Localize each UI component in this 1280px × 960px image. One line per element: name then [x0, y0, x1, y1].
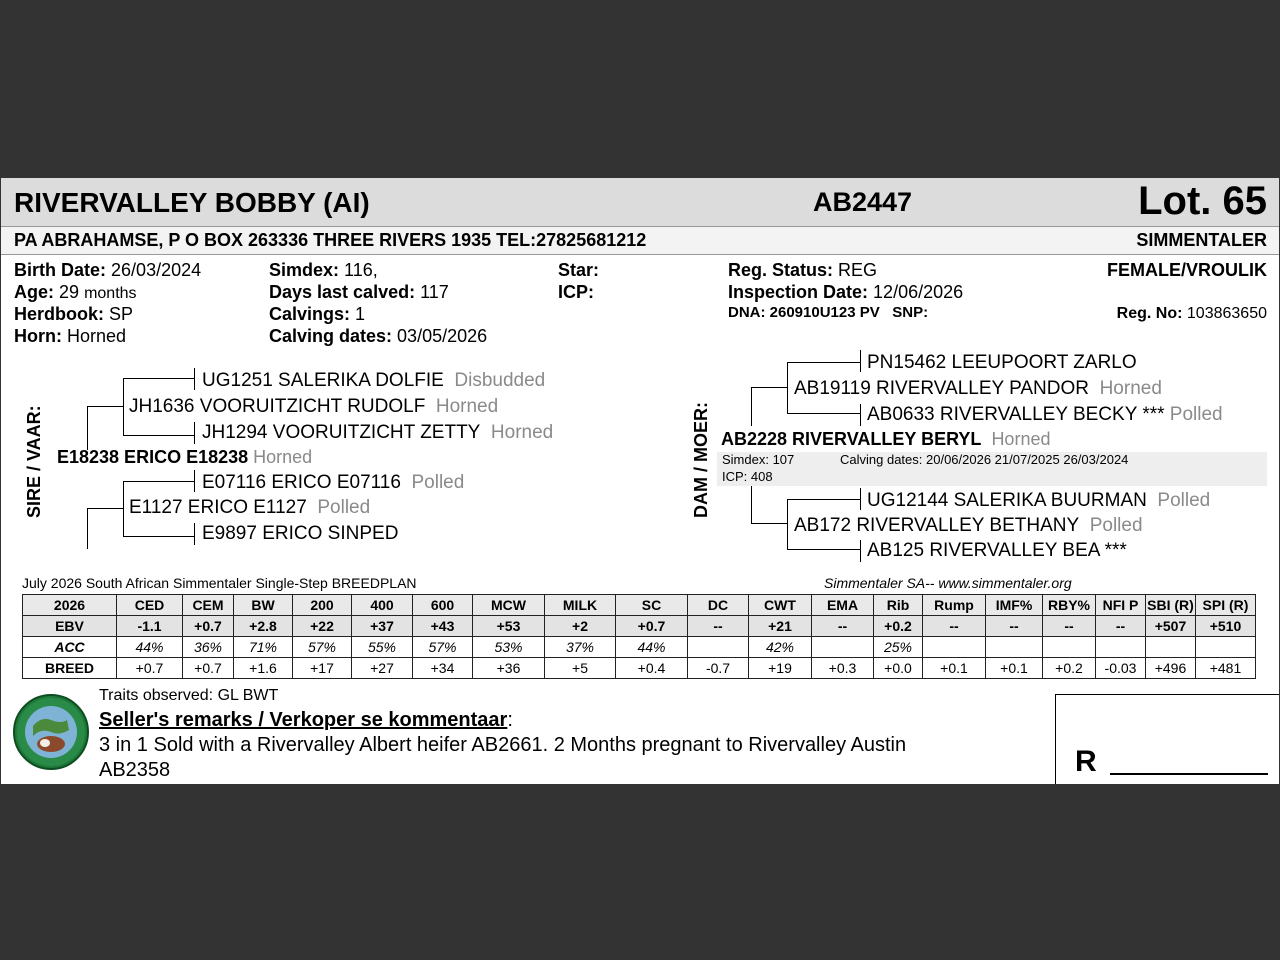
traits-observed: Traits observed: GL BWT — [99, 687, 279, 704]
breedplan-cell-breed: +0.3 — [812, 658, 874, 679]
sire-sire-dam: JH1294 VOORUITZICHT ZETTY Horned — [202, 422, 554, 443]
breedplan-cell-header: NFI P — [1096, 595, 1146, 616]
breedplan-cell-ebv: +2.8 — [234, 616, 293, 637]
sire-sire-sire: UG1251 SALERIKA DOLFIE Disbudded — [202, 370, 546, 391]
dam-dam-dam: AB125 RIVERVALLEY BEA *** — [867, 540, 1127, 561]
dam-connector — [787, 549, 861, 550]
breedplan-cell-acc: 44% — [616, 637, 688, 658]
breedplan-cell-breed: +0.1 — [986, 658, 1043, 679]
dam-connector — [787, 413, 861, 414]
dam-connector — [787, 499, 861, 500]
logo-globe-icon — [15, 696, 87, 768]
breedplan-cell-acc: 44% — [117, 637, 183, 658]
dam-calving-dates: Calving dates: 20/06/2026 21/07/2025 26/03/2024 — [840, 452, 1129, 467]
breedplan-cell-breed: +19 — [749, 658, 812, 679]
lot-card — [1, 178, 1279, 784]
price-box — [1055, 694, 1279, 784]
sire-connector — [194, 523, 195, 545]
horn-row: Horn: Horned — [14, 326, 127, 346]
breedplan-cell-breed: +0.7 — [117, 658, 183, 679]
breedplan-cell-ebv: +0.7 — [183, 616, 234, 637]
breedplan-breed-avg-row — [23, 658, 1256, 679]
breedplan-cell-ebv: -- — [1043, 616, 1096, 637]
breedplan-acc-row — [23, 637, 1256, 658]
calvings-row: Calvings: 1 — [269, 304, 366, 324]
calving-dates-row: Calving dates: 03/05/2026 — [269, 326, 488, 346]
breedplan-cell-ebv: EBV — [23, 616, 117, 637]
star-label: Star: — [558, 260, 600, 280]
breedplan-cell-header: MCW — [473, 595, 545, 616]
breedplan-cell-breed: +0.2 — [1043, 658, 1096, 679]
simmentaler-logo — [13, 694, 89, 770]
breedplan-ebv-row — [23, 616, 1256, 637]
breedplan-cell-acc — [1096, 637, 1146, 658]
breedplan-cell-breed: +1.6 — [234, 658, 293, 679]
breedplan-cell-acc — [1043, 637, 1096, 658]
breedplan-cell-header: CWT — [749, 595, 812, 616]
sire-connector — [194, 470, 195, 492]
simdex-row: Simdex: 116, — [269, 260, 378, 280]
breedplan-cell-ebv: +21 — [749, 616, 812, 637]
breedplan-cell-breed: +0.7 — [183, 658, 234, 679]
breedplan-cell-acc: 57% — [413, 637, 473, 658]
days-last-calved-row: Days last calved: 117 — [269, 282, 449, 302]
dam-simdex: Simdex: 107 — [722, 452, 795, 467]
breedplan-cell-breed: +0.0 — [874, 658, 923, 679]
dam-connector — [751, 387, 752, 426]
breedplan-cell-breed: +0.1 — [923, 658, 986, 679]
dna-row: DNA: 260910U123 PV SNP: — [728, 304, 929, 321]
dam-connector — [860, 488, 861, 510]
dam-dam-sire: UG12144 SALERIKA BUURMAN Polled — [867, 490, 1211, 511]
breedplan-cell-ebv: -- — [812, 616, 874, 637]
breedplan-cell-header: CEM — [183, 595, 234, 616]
lot-number: Lot. 65 — [1138, 179, 1267, 223]
breedplan-cell-acc — [688, 637, 749, 658]
sire-dam-dam: E9897 ERICO SINPED — [202, 523, 399, 544]
breedplan-cell-header: SC — [616, 595, 688, 616]
breedplan-cell-acc: 36% — [183, 637, 234, 658]
breedplan-cell-breed: +36 — [473, 658, 545, 679]
sire-connector — [123, 481, 195, 482]
breedplan-cell-ebv: +22 — [293, 616, 352, 637]
breedplan-cell-ebv: +0.2 — [874, 616, 923, 637]
breedplan-header-row — [23, 595, 1256, 616]
breedplan-cell-breed: BREED — [23, 658, 117, 679]
breedplan-cell-breed: +17 — [293, 658, 352, 679]
breedplan-cell-ebv: -1.1 — [117, 616, 183, 637]
breedplan-cell-ebv: -- — [986, 616, 1043, 637]
sire-side-label: SIRE / VAAR: — [24, 405, 44, 518]
breedplan-cell-acc — [923, 637, 986, 658]
owner-info: PA ABRAHAMSE, P O BOX 263336 THREE RIVERS 1935 TEL:27825681212 — [14, 230, 647, 250]
breedplan-cell-ebv: +53 — [473, 616, 545, 637]
breedplan-cell-header: 600 — [413, 595, 473, 616]
sire-connector — [87, 406, 123, 407]
dam-connector — [860, 540, 861, 562]
dam-connector — [751, 387, 787, 388]
dam-sire-sire: PN15462 LEEUPOORT ZARLO — [867, 352, 1137, 373]
breedplan-cell-breed: -0.7 — [688, 658, 749, 679]
breedplan-cell-ebv: +510 — [1196, 616, 1256, 637]
sire-connector — [87, 508, 88, 549]
breedplan-website: Simmentaler SA-- www.simmentaler.org — [824, 575, 1072, 591]
breedplan-cell-acc: 57% — [293, 637, 352, 658]
dam-dam: AB172 RIVERVALLEY BETHANY Polled — [794, 515, 1143, 536]
breedplan-cell-header: RBY% — [1043, 595, 1096, 616]
dam-connector — [787, 499, 788, 550]
sire-main: E18238 ERICO E18238 Horned — [57, 447, 313, 467]
breedplan-cell-acc: 55% — [352, 637, 413, 658]
inspection-date-row: Inspection Date: 12/06/2026 — [728, 282, 964, 302]
sire-connector — [123, 378, 195, 379]
breedplan-cell-breed: +0.4 — [616, 658, 688, 679]
breedplan-cell-header: IMF% — [986, 595, 1043, 616]
price-input-line[interactable] — [1110, 773, 1268, 775]
breedplan-cell-acc: 42% — [749, 637, 812, 658]
title-bar — [1, 178, 1279, 227]
breedplan-cell-acc: 71% — [234, 637, 293, 658]
owner-bar — [1, 227, 1279, 255]
breedplan-cell-ebv: +37 — [352, 616, 413, 637]
breedplan-cell-ebv: +507 — [1146, 616, 1196, 637]
dam-connector — [751, 486, 752, 524]
breedplan-cell-acc: ACC — [23, 637, 117, 658]
sire-dam: E1127 ERICO E1127 Polled — [129, 497, 371, 518]
breedplan-cell-header: Rib — [874, 595, 923, 616]
dam-side-label: DAM / MOER: — [691, 402, 711, 518]
breedplan-cell-ebv: +43 — [413, 616, 473, 637]
sire-connector — [194, 422, 195, 444]
breedplan-cell-ebv: +2 — [545, 616, 616, 637]
sire-connector — [123, 435, 195, 436]
breedplan-cell-breed: +27 — [352, 658, 413, 679]
reg-status-row: Reg. Status: REG — [728, 260, 878, 280]
dam-connector — [860, 404, 861, 426]
breedplan-cell-acc: 37% — [545, 637, 616, 658]
sire-dam-sire: E07116 ERICO E07116 Polled — [202, 472, 465, 493]
dam-connector — [860, 350, 861, 372]
dam-connector — [787, 362, 861, 363]
breedplan-table — [22, 594, 1256, 679]
animal-name: RIVERVALLEY BOBBY (AI) — [14, 187, 370, 218]
breedplan-cell-header: 400 — [352, 595, 413, 616]
breedplan-cell-breed: +34 — [413, 658, 473, 679]
breedplan-cell-breed: +496 — [1146, 658, 1196, 679]
breedplan-cell-ebv: -- — [1096, 616, 1146, 637]
breedplan-cell-header: BW — [234, 595, 293, 616]
sire-connector — [123, 536, 195, 537]
breedplan-cell-header: SPI (R) — [1196, 595, 1256, 616]
sex-label: FEMALE/VROULIK — [1107, 260, 1267, 280]
sire-connector — [123, 378, 124, 436]
sire-connector — [87, 508, 123, 509]
sire-connector — [123, 481, 124, 537]
remarks-title-row: Seller's remarks / Verkoper se kommentaar: — [99, 709, 513, 731]
breedplan-cell-header: CED — [117, 595, 183, 616]
reg-no-row: Reg. No: 103863650 — [1116, 305, 1267, 322]
herdbook-row: Herdbook: SP — [14, 304, 134, 324]
breedplan-cell-header: EMA — [812, 595, 874, 616]
dam-sire-dam: AB0633 RIVERVALLEY BECKY *** Polled — [867, 404, 1223, 425]
price-currency-label: R — [1075, 745, 1097, 778]
remarks-line-2: AB2358 — [99, 759, 171, 781]
breedplan-cell-acc — [986, 637, 1043, 658]
dam-icp: ICP: 408 — [722, 469, 773, 484]
breedplan-cell-ebv: -- — [923, 616, 986, 637]
icp-label: ICP: — [558, 282, 594, 302]
remarks-line-1: 3 in 1 Sold with a Rivervalley Albert heifer AB2661. 2 Months pregnant to Rivervalley Austin — [99, 734, 907, 756]
breedplan-cell-acc: 53% — [473, 637, 545, 658]
animal-id: AB2447 — [813, 187, 913, 217]
breedplan-cell-ebv: -- — [688, 616, 749, 637]
breedplan-cell-ebv: +0.7 — [616, 616, 688, 637]
breedplan-cell-header: Rump — [923, 595, 986, 616]
breedplan-cell-header: 2026 — [23, 595, 117, 616]
birth-date-row: Birth Date: 26/03/2024 — [14, 260, 202, 280]
breedplan-cell-acc — [1196, 637, 1256, 658]
breedplan-cell-acc — [812, 637, 874, 658]
breedplan-cell-header: SBI (R) — [1146, 595, 1196, 616]
breedplan-cell-breed: +481 — [1196, 658, 1256, 679]
breedplan-caption: July 2026 South African Simmentaler Single-Step BREEDPLAN — [22, 575, 417, 591]
breedplan-cell-header: MILK — [545, 595, 616, 616]
dam-connector — [751, 523, 787, 524]
breedplan-cell-header: 200 — [293, 595, 352, 616]
dam-main: AB2228 RIVERVALLEY BERYL Horned — [721, 429, 1051, 449]
breedplan-cell-acc: 25% — [874, 637, 923, 658]
breedplan-cell-header: DC — [688, 595, 749, 616]
dam-connector — [787, 362, 788, 414]
sire-connector — [87, 406, 88, 450]
dam-sire: AB19119 RIVERVALLEY PANDOR Horned — [794, 378, 1162, 399]
breed-name: SIMMENTALER — [1136, 230, 1267, 250]
sire-connector — [194, 368, 195, 390]
breedplan-cell-acc — [1146, 637, 1196, 658]
breedplan-cell-breed: -0.03 — [1096, 658, 1146, 679]
sire-sire: JH1636 VOORUITZICHT RUDOLF Horned — [129, 396, 499, 417]
age-row: Age: 29 months — [14, 282, 137, 302]
breedplan-cell-breed: +5 — [545, 658, 616, 679]
